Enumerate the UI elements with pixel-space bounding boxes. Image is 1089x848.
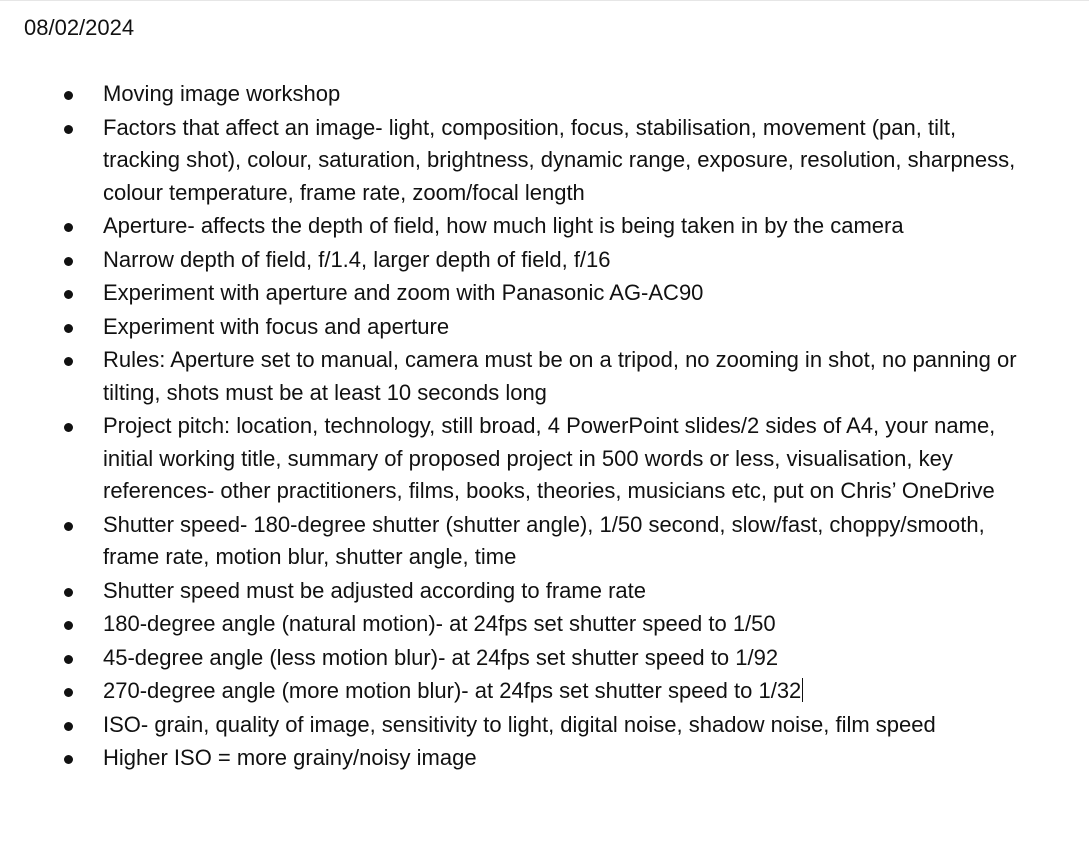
list-item-text[interactable]: Moving image workshop [103,81,341,106]
bullet-icon [64,91,73,100]
bullet-icon [64,621,73,630]
list-item[interactable] [0,642,1089,675]
list-item-text[interactable]: Shutter speed must be adjusted according to frame rate [103,577,646,603]
bullet-icon [64,688,73,697]
list-item-text[interactable]: Higher ISO = more grainy/noisy image [103,745,477,770]
list-item[interactable] [0,709,1089,742]
list-item-text[interactable]: ISO- grain, quality of image, sensitivity to light, digital noise, shadow noise, film speed [103,711,936,737]
list-item-text[interactable]: Experiment with focus and aperture [103,313,450,339]
bullet-icon [64,125,73,134]
bullet-icon [64,722,73,731]
bullet-icon [64,223,73,232]
bullet-icon [64,357,73,366]
list-item[interactable] [0,78,1089,111]
list-item-text[interactable]: Factors that affect an image- light, composition, focus, stabilisation, movement (pan, tilt, tracking shot), colour, saturation, brightness, dynamic range, exposure, resolution, sharpness, colour temperature, frame rate, zoom/focal length [103,114,1016,205]
text-cursor [802,678,803,702]
bullet-icon [64,290,73,299]
bullet-icon [64,257,73,266]
bullet-icon [64,423,73,432]
bullet-icon [64,324,73,333]
list-item[interactable] [0,608,1089,641]
list-item[interactable] [0,311,1089,344]
list-item[interactable] [0,344,1089,409]
list-item[interactable] [0,410,1089,508]
list-item[interactable] [0,210,1089,243]
list-item[interactable] [0,244,1089,277]
bullet-icon [64,755,73,764]
list-item[interactable] [0,742,1089,775]
list-item-text[interactable]: Project pitch: location, technology, still broad, 4 PowerPoint slides/2 sides of A4, your name, initial working title, summary of proposed project in 500 words or less, visualisation, key references- other practitioners, films, books, theories, musicians etc, put on Chris’ OneDrive [103,413,996,503]
list-item[interactable] [0,509,1089,574]
list-item[interactable] [0,675,1089,708]
list-item-text[interactable]: 180-degree angle (natural motion)- at 24fps set shutter speed to 1/50 [103,611,776,636]
list-item[interactable] [0,575,1089,608]
list-item[interactable] [0,112,1089,210]
bullet-icon [64,655,73,664]
list-item-text[interactable]: Narrow depth of field, f/1.4, larger depth of field, f/16 [103,246,611,272]
list-item[interactable] [0,277,1089,310]
notes-list [0,78,1089,776]
list-item-text[interactable]: Experiment with aperture and zoom with Panasonic AG-AC90 [103,280,704,305]
date-heading[interactable]: 08/02/2024 [24,15,135,40]
list-item-text[interactable]: 270-degree angle (more motion blur)- at 24fps set shutter speed to 1/32 [103,678,802,703]
list-item-text[interactable]: Rules: Aperture set to manual, camera must be on a tripod, no zooming in shot, no panning or tilting, shots must be at least 10 seconds long [103,347,1017,405]
list-item-text[interactable]: Aperture- affects the depth of field, how much light is being taken in by the camera [103,213,904,238]
list-item-text[interactable]: Shutter speed- 180-degree shutter (shutter angle), 1/50 second, slow/fast, choppy/smooth, frame rate, motion blur, shutter angle, time [103,511,985,569]
bullet-icon [64,588,73,597]
bullet-icon [64,522,73,531]
list-item-text[interactable]: 45-degree angle (less motion blur)- at 24fps set shutter speed to 1/92 [103,644,779,670]
